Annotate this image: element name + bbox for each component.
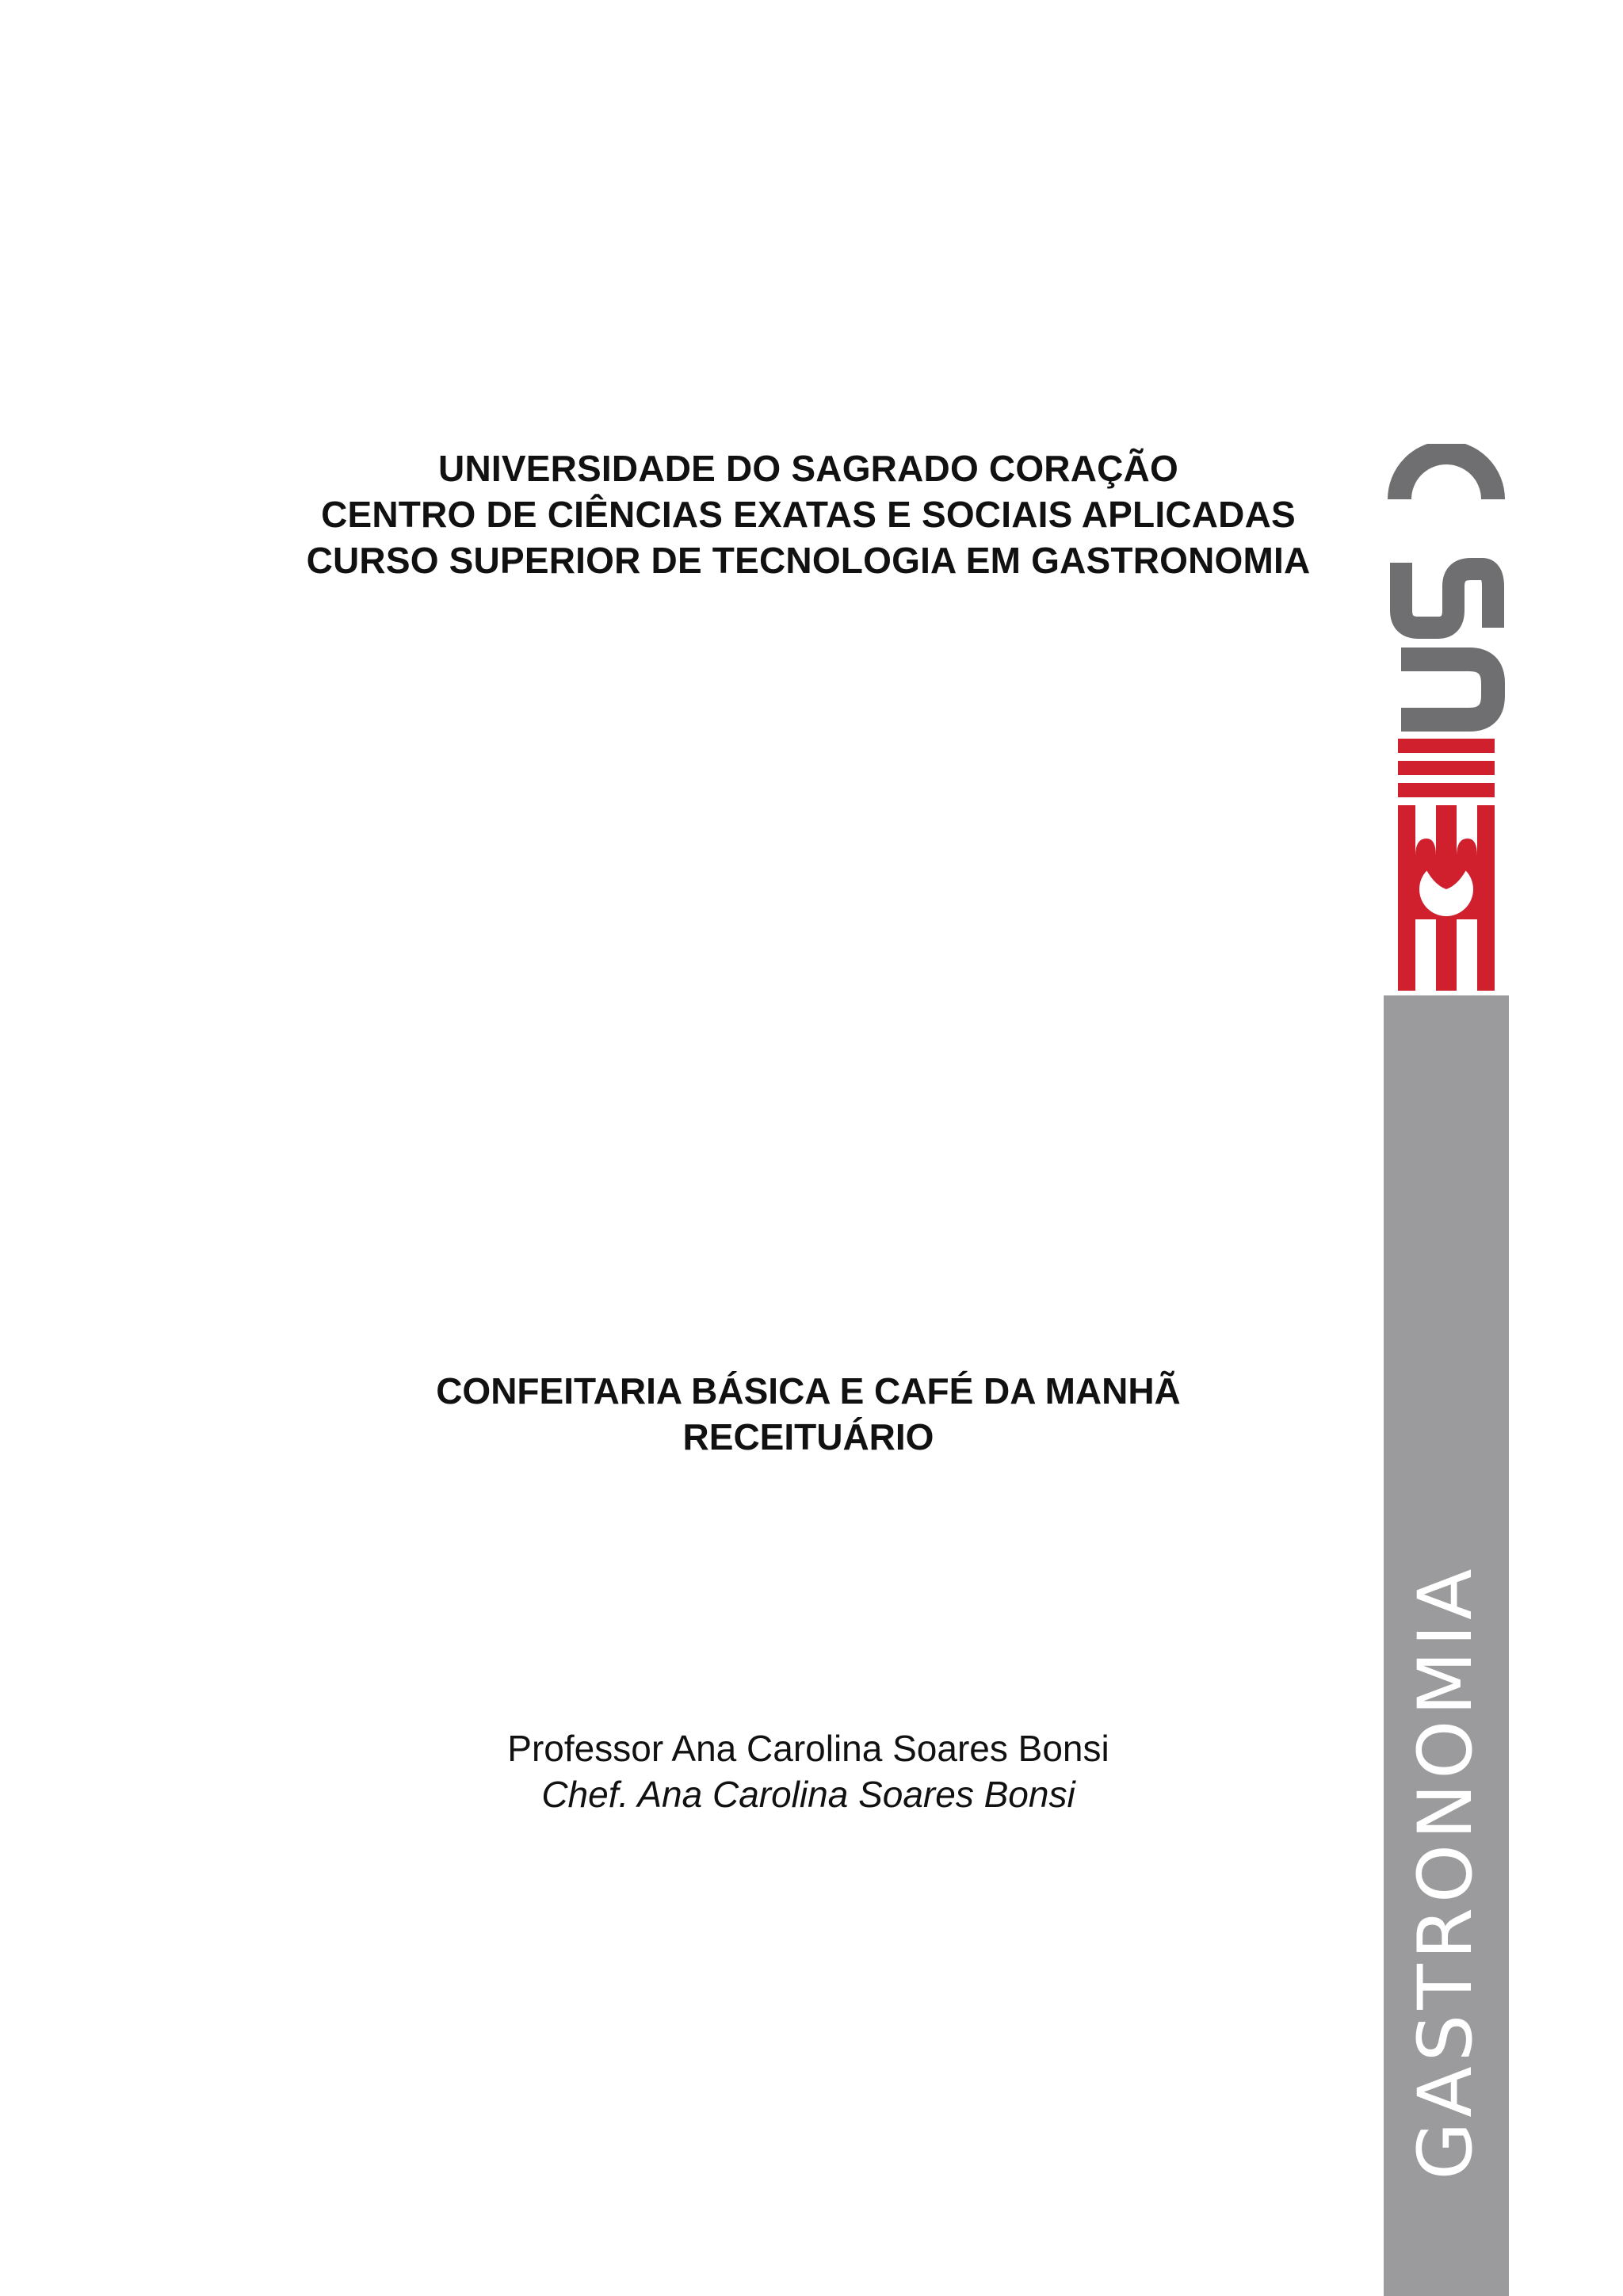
university-name: UNIVERSIDADE DO SAGRADO CORAÇÃO [438, 448, 1178, 489]
professor-name: Professor Ana Carolina Soares Bonsi [507, 1728, 1109, 1769]
center-name: CENTRO DE CIÊNCIAS EXATAS E SOCIAIS APLICADAS [321, 494, 1296, 535]
institution-header [238, 445, 1379, 583]
course-name: CURSO SUPERIOR DE TECNOLOGIA EM GASTRONOMIA [306, 540, 1311, 581]
subject-title: CONFEITARIA BÁSICA E CAFÉ DA MANHÃ [436, 1370, 1181, 1412]
brand-sidebar [1384, 444, 1509, 2296]
gastronomia-vertical-label: GASTRONOMIA [1403, 1564, 1489, 2180]
usc-logo-icon [1384, 444, 1509, 991]
chef-name: Chef. Ana Carolina Soares Bonsi [541, 1774, 1075, 1815]
document-title [238, 1368, 1379, 1460]
gastronomia-bar [1384, 995, 1509, 2296]
author-block [238, 1725, 1379, 1817]
document-type: RECEITUÁRIO [682, 1416, 934, 1457]
